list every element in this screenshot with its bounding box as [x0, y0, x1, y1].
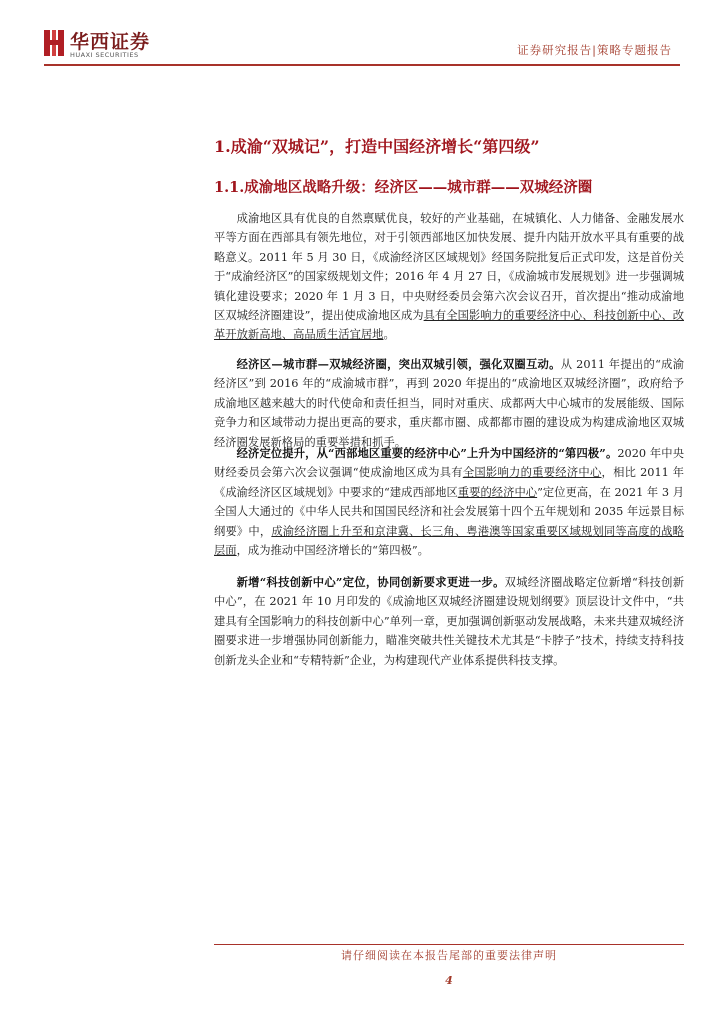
- paragraph-text: 成渝地区具有优良的自然禀赋优良，较好的产业基础，在城镇化、人力储备、金融发展水平等方面在西部具有领先地位，对于引领西部地区加快发展、提升内陆开放水平具有重要的战略意义。2011 年 5 月 30 日，《成渝经济区区域规划》经国务院批复后正式印发，这是首份关于“成渝经济区”的国家级规划文件；2016 年 4 月 27 日，《成渝城市发展规划》进一步强调城镇化建设要求；2020 年 1 月 3 日，中央财经委员会第六次会议召开，首次提出“推动成渝地区双城经济圈建设”，提出使成渝地区成为: [214, 212, 684, 323]
- underlined-text: 成渝经济圈上升至和京津冀、长三角、粤港澳等国家重要区域规划同等高度的战略层面: [214, 524, 684, 558]
- underlined-text: 全国影响力的重要经济中心: [462, 466, 602, 480]
- paragraph-intro: [214, 209, 684, 345]
- brand-name-en: HUAXI SECURITIES: [70, 51, 139, 59]
- brand-name-cn: 华西证券: [70, 31, 151, 53]
- paragraph-lead: 经济定位提升，从“西部地区重要的经济中心”上升为中国经济的“第四极”。: [236, 446, 618, 460]
- paragraph-text: ”定位更高，在 2021 年 3 月全国人大通过的《中华人民共和国国民经济和社会发展第十四个五年规划和 2035 年远景目标纲要》中，: [214, 485, 684, 538]
- section-heading-1-1: 1.1.成渝地区战略升级：经济区——城市群——双城经济圈: [214, 179, 593, 196]
- paragraph-innovation: [214, 573, 684, 670]
- huaxi-logo-icon: [44, 30, 64, 56]
- report-type: 证券研究报告|策略专题报告: [517, 43, 672, 57]
- paragraph-lead: 经济区—城市群—双城经济圈，突出双城引领，强化双圈互动。: [236, 357, 561, 371]
- paragraph-text: ，相比 2011 年《成渝经济区区域规划》中要求的“建成西部地区: [214, 466, 684, 499]
- footer-divider: [214, 944, 684, 945]
- legal-notice: 请仔细阅读在本报告尾部的重要法律声明: [341, 949, 557, 962]
- paragraph-text: 从 2011 年提出的“成渝经济区”到 2016 年的“成渝城市群”，再到 2020 年提出的“成渝地区双城经济圈”，政府给予成渝地区越来越大的时代使命和责任担当，同时对重庆、成都两大中心城市的发展能级、国际竞争力和区域带动力提出更高的要求，重庆都市圈、成都都市圈的建设成为构建成渝地区双城经济圈发展新格局的重要举措和抓手。: [214, 358, 684, 449]
- underlined-text: 重要的经济中心: [457, 485, 538, 499]
- paragraph-lead: 新增“科技创新中心”定位，协同创新要求更进一步。: [236, 575, 505, 589]
- paragraph-positioning: [214, 444, 684, 560]
- underlined-text: 具有全国影响力的重要经济中心、科技创新中心、改革开放新高地、高品质生活宜居地: [214, 309, 684, 342]
- header-divider: [44, 64, 680, 66]
- paragraph-text: 双城经济圈战略定位新增“科技创新中心”，在 2021 年 10 月印发的《成渝地区双城经济圈建设规划纲要》顶层设计文件中，“共建具有全国影响力的科技创新中心”单列一章，更加强调创新驱动发展战略，未来共建双城经济圈要求进一步增强协同创新能力，瞄准突破共性关键技术尤其是“卡脖子”技术，持续支持科技创新龙头企业和“专精特新”企业，为构建现代产业体系提供科技支撑。: [214, 576, 684, 667]
- paragraph-text: ，成为推动中国经济增长的“第四极”。: [236, 544, 429, 558]
- paragraph-end: 。: [383, 328, 395, 342]
- page-number: 4: [445, 974, 453, 987]
- paragraph-text: 2020 年中央财经委员会第六次会议强调“使成渝地区成为具有: [214, 447, 684, 480]
- section-heading-1: 1.成渝“双城记”，打造中国经济增长“第四级”: [214, 137, 540, 156]
- paragraph-evolution: [214, 355, 684, 452]
